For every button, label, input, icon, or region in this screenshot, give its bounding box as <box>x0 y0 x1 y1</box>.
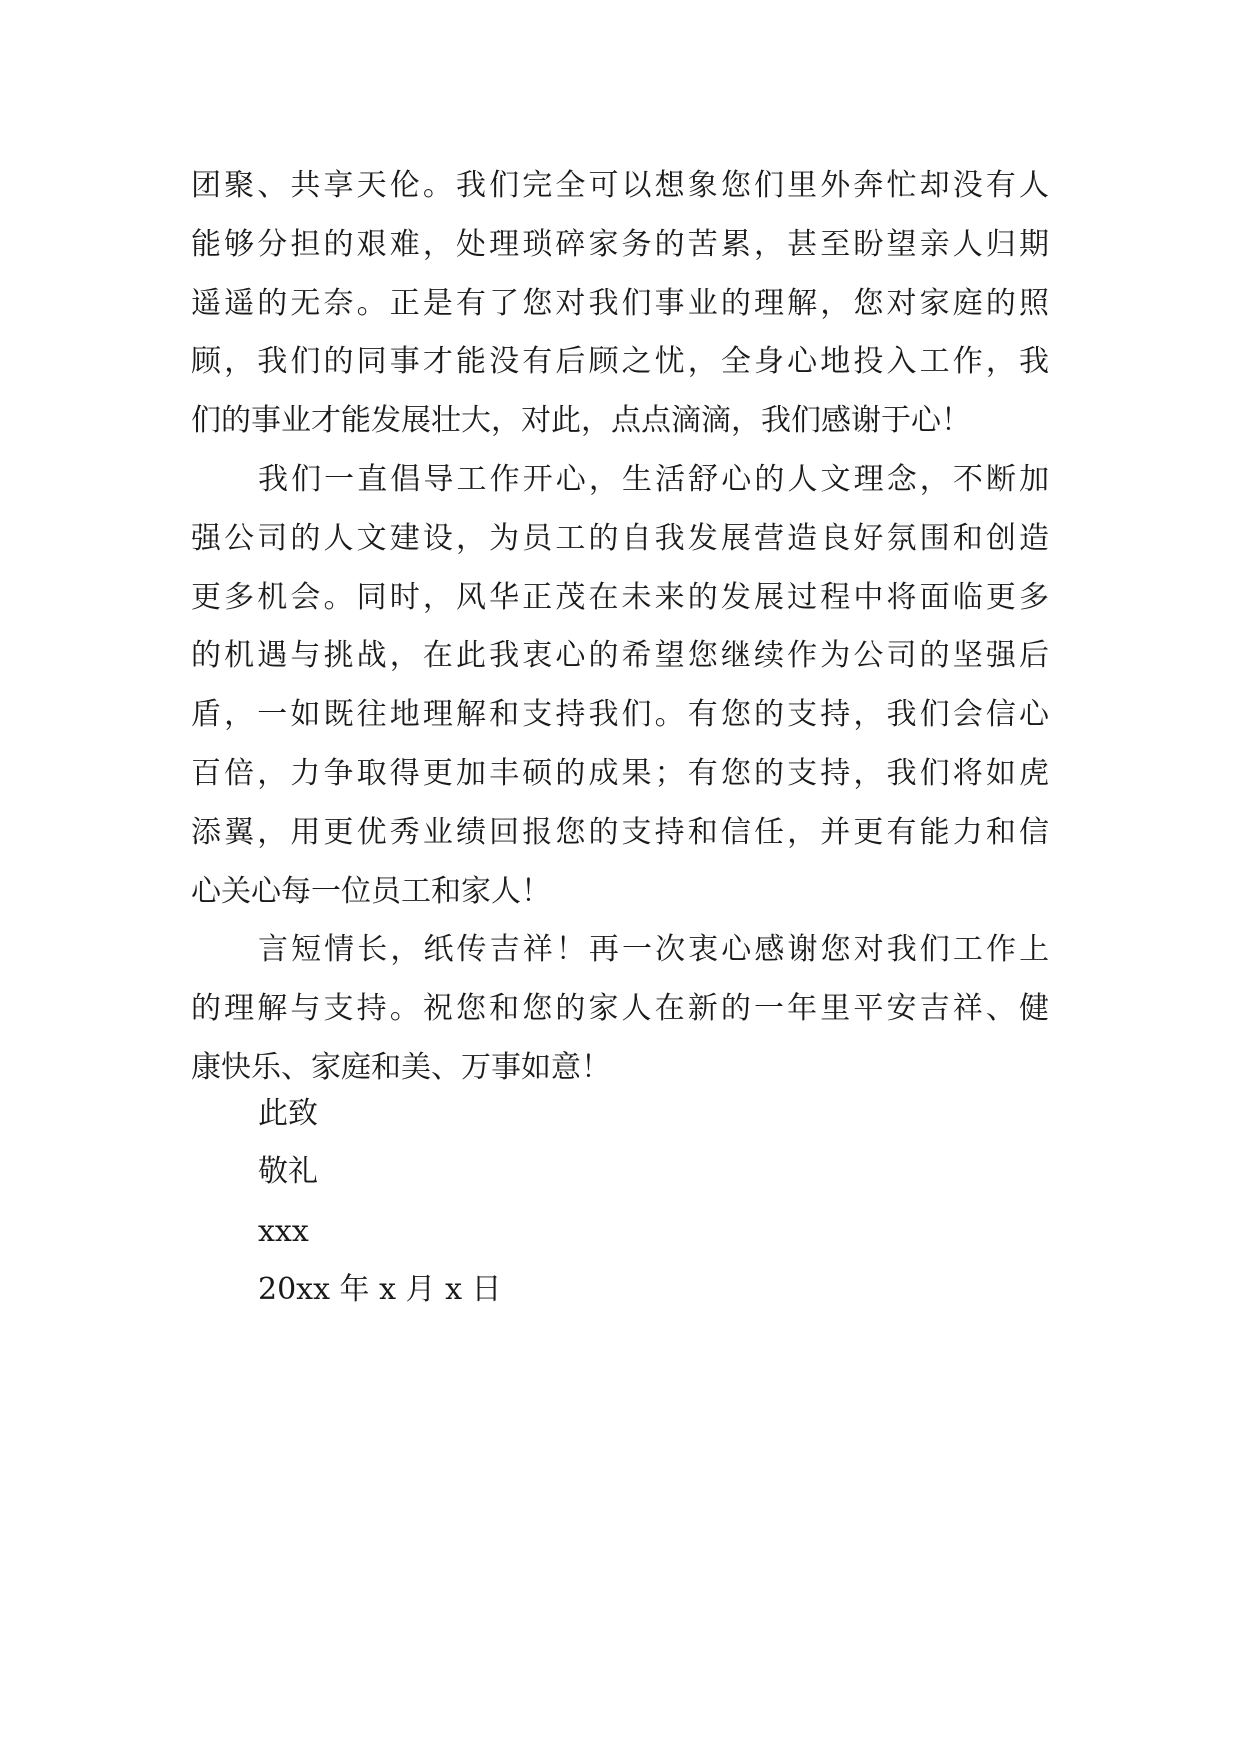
paragraph-line <box>0 342 1241 382</box>
paragraph-line-text: 言短情长，纸传吉祥！再一次衷心感谢您对我们工作上 <box>258 932 1053 967</box>
paragraph-line-text: 心关心每一位员工和家人！ <box>191 874 551 909</box>
paragraph-line-text: 我们一直倡导工作开心，生活舒心的人文理念，不断加 <box>258 462 1053 497</box>
paragraph-line <box>0 401 1241 441</box>
paragraph-line <box>0 166 1241 206</box>
closing-regards: 敬礼 <box>258 1154 318 1189</box>
paragraph-line-text: 盾，一如既往地理解和支持我们。有您的支持，我们会信心 <box>191 697 1053 732</box>
paragraph-line-text: 能够分担的艰难，处理琐碎家务的苦累，甚至盼望亲人归期 <box>191 227 1053 262</box>
paragraph-line <box>0 578 1241 618</box>
paragraph-line <box>0 872 1241 912</box>
paragraph-line <box>0 813 1241 853</box>
paragraph-line <box>0 1048 1241 1088</box>
closing-salutation: 此致 <box>258 1096 318 1131</box>
paragraph-line-text: 遥遥的无奈。正是有了您对我们事业的理解，您对家庭的照 <box>191 286 1053 321</box>
paragraph-line-text: 们的事业才能发展壮大，对此，点点滴滴，我们感谢于心！ <box>191 403 971 438</box>
paragraph-line <box>0 460 1241 500</box>
paragraph-line <box>0 989 1241 1029</box>
paragraph-line <box>0 519 1241 559</box>
paragraph-line-text: 团聚、共享天伦。我们完全可以想象您们里外奔忙却没有人 <box>191 168 1053 203</box>
paragraph-line <box>0 636 1241 676</box>
paragraph-line-text: 更多机会。同时，风华正茂在未来的发展过程中将面临更多 <box>191 580 1053 615</box>
paragraph-line-text: 的理解与支持。祝您和您的家人在新的一年里平安吉祥、健 <box>191 991 1053 1026</box>
signature: xxx <box>258 1214 309 1249</box>
paragraph-line-text: 的机遇与挑战，在此我衷心的希望您继续作为公司的坚强后 <box>191 638 1053 673</box>
paragraph-line-text: 添翼，用更优秀业绩回报您的支持和信任，并更有能力和信 <box>191 815 1053 850</box>
paragraph-line-text: 百倍，力争取得更加丰硕的成果；有您的支持，我们将如虎 <box>191 756 1053 791</box>
letter-date: 20xx 年 x 月 x 日 <box>258 1272 502 1307</box>
paragraph-line-text: 强公司的人文建设，为员工的自我发展营造良好氛围和创造 <box>191 521 1053 556</box>
paragraph-line-text: 康快乐、家庭和美、万事如意！ <box>191 1050 611 1085</box>
paragraph-line <box>0 754 1241 794</box>
paragraph-line-text: 顾，我们的同事才能没有后顾之忧，全身心地投入工作，我 <box>191 344 1053 379</box>
paragraph-line <box>0 225 1241 265</box>
paragraph-line <box>0 695 1241 735</box>
paragraph-line <box>0 284 1241 324</box>
paragraph-line <box>0 930 1241 970</box>
